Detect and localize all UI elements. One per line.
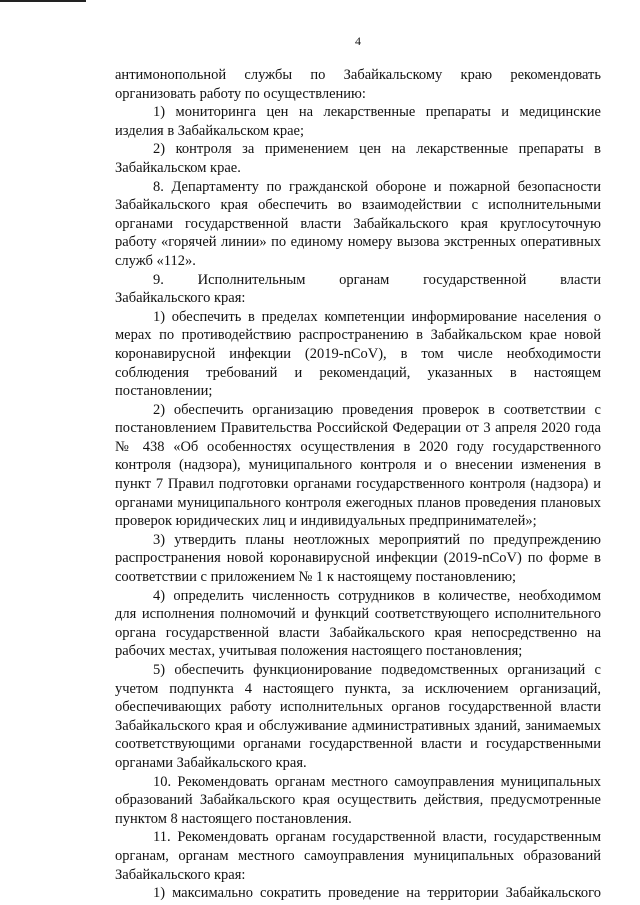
text-line: антимонопольной службы по Забайкальскому краю рекомендовать xyxy=(115,67,601,83)
text-line: мерах по противодействию распространению в Забайкальском крае новой xyxy=(115,327,601,344)
text-line: соблюдения требований и рекомендаций, указанных в настоящем xyxy=(115,364,601,381)
text-line: 3) утвердить планы неотложных мероприятий по предупреждению xyxy=(153,531,601,548)
text-line: 10. Рекомендовать органам местного самоуправления муниципальных xyxy=(153,773,601,790)
text-line: учетом подпункта 4 настоящего пункта, за исключением организаций, xyxy=(115,680,601,697)
text-line: Забайкальского края: xyxy=(115,290,246,307)
text-line: для исполнения полномочий и функций соответствующего исполнительного xyxy=(115,606,601,623)
text-line: органа государственной власти Забайкальского края непосредственно на xyxy=(115,624,601,641)
text-line: 1) мониторинга цен на лекарственные препараты и медицинские xyxy=(153,104,601,121)
text-line: пунктом 8 настоящего постановления. xyxy=(115,810,352,827)
text-line: изделия в Забайкальском крае; xyxy=(115,122,305,139)
text-line: органами Забайкальского края. xyxy=(115,754,307,771)
text-line: 2) обеспечить организацию проведения проверок в соответствии с xyxy=(153,401,601,418)
text-line: постановлении; xyxy=(115,383,213,400)
text-line: органами муниципального контроля ежегодных планов проведения плановых xyxy=(115,494,601,511)
text-line: Забайкальского края и обслуживание административных зданий, занимаемых xyxy=(115,717,601,734)
text-line: 5) обеспечить функционирование подведомственных организаций с xyxy=(153,662,601,678)
text-line: 1) максимально сократить проведение на территории Забайкальского xyxy=(153,885,601,902)
text-line: организовать работу по осуществлению: xyxy=(115,85,366,102)
text-line: Забайкальского края обеспечить во взаимодействии с исполнительными xyxy=(115,197,601,214)
text-line: обеспечивающих работу исполнительных органов государственной власти xyxy=(115,699,601,716)
text-line: контроля (надзора), муниципального контроля и о внесении изменения в xyxy=(115,457,601,474)
text-line: органам, органам местного самоуправления муниципальных образований xyxy=(115,847,601,864)
text-line: распространения новой коронавирусной инфекции (2019-nCoV) по форме в xyxy=(115,550,601,567)
page-number: 4 xyxy=(355,34,361,48)
top-rule xyxy=(0,0,86,2)
text-line: 4) определить численность сотрудников в количестве, необходимом xyxy=(153,587,601,604)
document-body xyxy=(115,66,601,903)
text-line: 1) обеспечить в пределах компетенции информирование населения о xyxy=(153,308,601,325)
text-line: органами государственной власти Забайкальского края круглосуточную xyxy=(115,215,601,232)
text-line: 2) контроля за применением цен на лекарственные препараты в xyxy=(153,141,601,158)
text-line: служб «112». xyxy=(115,252,196,269)
text-line: Забайкальского края: xyxy=(115,866,246,883)
text-line: проверок юридических лиц и индивидуальных предпринимателей»; xyxy=(115,513,537,530)
text-line: образований Забайкальского края осуществить действия, предусмотренные xyxy=(115,792,601,809)
text-line: постановлением Правительства Российской Федерации от 3 апреля 2020 года xyxy=(115,420,601,437)
text-line: № 438 «Об особенностях осуществления в 2020 году государственного xyxy=(115,438,601,455)
text-line: рабочих местах, учитывая положения настоящего постановления; xyxy=(115,643,523,660)
text-line: коронавирусной инфекции (2019-nCoV), в том числе необходимости xyxy=(115,345,601,362)
text-line: 9. Исполнительным органам государственной власти xyxy=(153,271,601,288)
text-line: работу «горячей линии» по единому номеру вызова экстренных оперативных xyxy=(115,234,601,251)
text-line: 11. Рекомендовать органам государственной власти, государственным xyxy=(153,829,601,846)
text-line: 8. Департаменту по гражданской обороне и пожарной безопасности xyxy=(153,178,601,195)
text-line: соответствующими органами государственной власти и государственными xyxy=(115,736,601,753)
text-line: пункт 7 Правил подготовки органами государственного контроля (надзора) и xyxy=(115,476,601,493)
text-line: Забайкальском крае. xyxy=(115,159,241,176)
text-line: соответствии с приложением № 1 к настоящему постановлению; xyxy=(115,569,517,586)
